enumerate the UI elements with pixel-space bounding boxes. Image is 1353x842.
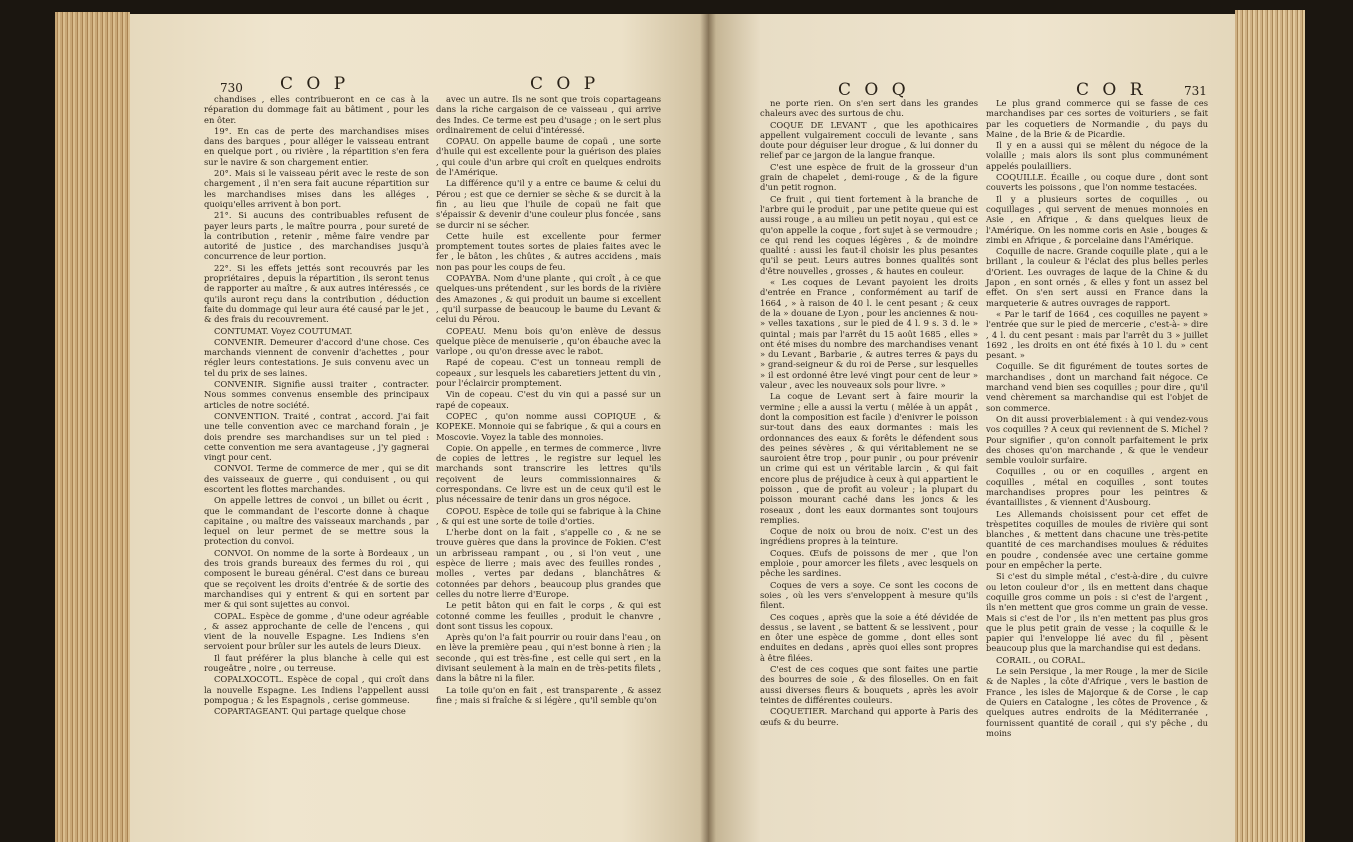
right-column-2 xyxy=(986,98,1208,834)
paragraph: C'est de ces coques que sont faites une partie des bourres de soie , & des filoselles. On en fait aussi diverses fleurs & bouquets , après les avoir teintes de différentes couleurs. xyxy=(760,664,978,705)
paragraph: COPAU. On appelle baume de copaü , une sorte d'huile qui est excellente pour la guérison des plaies , qui coule d'un arbre qui croît en quelques endroits de l'Amérique. xyxy=(436,136,661,178)
paragraph: C'est une espèce de fruit de la grosseur d'un grain de chapelet , demi-rouge , & de la figure d'un petit rognon. xyxy=(760,161,978,193)
right-header-2: C O R xyxy=(1076,80,1147,100)
paragraph: CONVENIR. Demeurer d'accord d'une chose. Ces marchands viennent de convenir d'achettes , pour régler leurs contestations. Je suis convenu avec un tel du prix de ses laines. xyxy=(204,336,429,378)
book-gutter xyxy=(700,14,716,842)
paragraph: COPAL. Espèce de gomme , d'une odeur agréable , & assez approchante de celle de l'encens , qui vient de la nouvelle Espagne. Les Indiens s'en servoient pour brûler sur les autels de leurs Dieux. xyxy=(204,610,429,652)
paragraph: Après qu'on l'a fait pourrir ou rouir dans l'eau , on en lève la première peau , qui n'est bonne à rien ; la seconde , qui est très-fine , est celle qui sert , en la divisant seulement à la main en de très-petits filets , dans la bâtre ni la filer. xyxy=(436,632,661,684)
paragraph: Coquille. Se dit figurément de toutes sortes de marchandises , dont un marchand fait négoce. Ce marchand vend bien ses coquilles ; pour dire , qu'il vend chèrement sa marchandise qui est l'objet de son commerce. xyxy=(986,361,1208,413)
paragraph: La coque de Levant sert à faire mourir la vermine ; elle a aussi la vertu ( mêlée à un appât , dont la composition est facile ) d'enivrer le poisson sur-tout dans des eaux dormantes : mais les ordonnances des eaux & forêts le défendent sous des peines sévères , & qui véritablement ne se sauroient être trop , pour punir , ou pour prévenir un crime qui est un véritable larcin , & qui fait encore plus de préjudice à ceux à qui appartient le poisson , que de profit au voleur ; la plupart du poisson mourant caché dans les joncs & les roseaux , dont les eaux dormantes sont toujours remplies. xyxy=(760,391,978,525)
left-header-2: C O P xyxy=(530,74,600,94)
paragraph: La toile qu'on en fait , est transparente , & assez fine ; mais si fraîche & si légère , qu'il semble qu'on xyxy=(436,684,661,705)
paragraph: Si c'est du simple métal , c'est-à-dire , du cuivre ou leton couleur d'or , ils en mettent dans chaque coquille gros comme un pois : si c'est de l'argent , ils n'en mettent que gros comme un grain de vesse. Mais si c'est de l'or , ils n'en mettent pas plus gros que le plus petit grain de vesse ; la coquille & le papier qui l'enveloppe lié avec du fil , pèsent beaucoup plus que la marchandise qui est dedans. xyxy=(986,571,1208,654)
left-page-edges xyxy=(55,12,130,842)
paragraph: CONVOI. On nomme de la sorte à Bordeaux , un des trois grands bureaux des fermes du roi , qui composent le bureau général. C'est dans ce bureau que se reçoivent les droits d'entrée & de sortie des marchandises qui y entrent & qui en sortent par mer & qui sont sujettes au convoi. xyxy=(204,547,429,610)
right-header-1: C O Q xyxy=(838,80,910,100)
paragraph: L'herbe dont on la fait , s'appelle co , & ne se trouve guères que dans la province de Fokien. C'est un arbrisseau rampant , ou , si l'on veut , une espèce de lierre ; mais avec des feuilles rondes , molles , vertes par dedans , blanchâtres & cotonnées par dehors , beaucoup plus grandes que celles du notre lierre d'Europe. xyxy=(436,527,661,599)
paragraph: CONVOI. Terme de commerce de mer , qui se dit des vaisseaux de guerre , qui conduisent , ou qui escortent les flottes marchandes. xyxy=(204,463,429,494)
left-column-2 xyxy=(436,94,661,834)
paragraph: Ces coques , après que la soie a été dévidée de dessus , se lavent , se battent & se lessivent , pour en ôter une espèce de gomme , dont elles sont enduites en dedans , après quoi elles sont propres à être filées. xyxy=(760,611,978,663)
right-page-edges xyxy=(1235,10,1305,842)
paragraph: Ce fruit , qui tient fortement à la branche de l'arbre qui le produit , par une petite queue qui est aussi rouge , a au milieu un petit noyau , qui est ce qu'on appelle la coque , fort sujet à se vermoudre ; ce qui rend les coques légères , & de moindre qualité : aussi les faut-il choisir les plus pesantes qu'il se peut. Leurs autres bonnes qualités sont d'être nouvelles , grosses , & hautes en couleur. xyxy=(760,193,978,276)
paragraph: Il y en a aussi qui se mêlent du négoce de la volaille ; mais alors ils sont plus communément appelés poulailliers. xyxy=(986,140,1208,171)
paragraph: 19°. En cas de perte des marchandises mises dans des barques , pour alléger le vaisseau entrant en quelque port , ou rivière , la répartition s'en fera sur le navire & son chargement entier. xyxy=(204,125,429,167)
paragraph: Le sein Persique , la mer Rouge , la mer de Sicile & de Naples , la côte d'Afrique , vers le bastion de France , les isles de Majorque & de Corse , le cap de Quiers en Catalogne , les côtes de Provence , & quelques autres endroits de la Méditerranée , fournissent quantité de corail , qui s'y pêche , du moins xyxy=(986,666,1208,738)
right-page-number: 731 xyxy=(1184,84,1207,98)
paragraph: avec un autre. Ils ne sont que trois copartageans dans la riche cargaison de ce vaisseau , qui arrive des Indes. Ce terme est peu d'usage ; on le sert plus ordinairement de celui d'intéressé. xyxy=(436,94,661,135)
left-page-number: 730 xyxy=(220,81,243,95)
paragraph: COPEAU. Menu bois qu'on enlève de dessus quelque pièce de menuiserie , qu'on ébauche avec la varlope , ou qu'on dresse avec le rabot. xyxy=(436,325,661,357)
paragraph: COQUILLE. Écaille , ou coque dure , dont sont couverts les poissons , que l'on nomme testacées. xyxy=(986,172,1208,193)
paragraph: Cette huile est excellente pour fermer promptement toutes sortes de plaies faites avec le fer , le bâton , les chûtes , & autres accidens , mais non pas pour les coups de feu. xyxy=(436,230,661,272)
paragraph: Coques. Œufs de poissons de mer , que l'on emploie , pour amorcer les filets , avec lesquels on pêche les sardines. xyxy=(760,547,978,579)
paragraph: 22°. Si les effets jettés sont recouvrés par les propriétaires , depuis la répartition , ils seront tenus de rapporter au maître , & aux autres intéressés , ce qu'ils auront reçu dans la contribution , déduction faite du dommage qui leur aura été causé par le jet , & des frais du recouvrement. xyxy=(204,262,429,325)
left-column-1 xyxy=(204,94,429,834)
paragraph: Rapé de copeau. C'est un tonneau rempli de copeaux , sur lesquels les cabaretiers jettent du vin , pour l'éclaircir promptement. xyxy=(436,357,661,389)
paragraph: La différence qu'il y a entre ce baume & celui du Pérou ; est que ce dernier se sèche & se durcit à la fin , au lieu que l'huile de copaü ne fait que s'épaissir & devenir d'une couleur plus foncée , sans se durcir ni se sécher. xyxy=(436,178,661,230)
paragraph: Les Allemands choisissent pour cet effet de trèspetites coquilles de moules de rivière qui sont blanches , & mettent dans chacune une très-petite quantité de ces marchandises moulues & réduites en poudre , condensée avec une certaine gomme pour en empêcher la perte. xyxy=(986,508,1208,571)
paragraph: Il faut préférer la plus blanche à celle qui est rougeâtre , noire , ou terreuse. xyxy=(204,652,429,674)
paragraph: CONVENIR. Signifie aussi traiter , contracter. Nous sommes convenus ensemble des principaux articles de notre société. xyxy=(204,379,429,410)
paragraph: Coque de noix ou brou de noix. C'est un des ingrédiens propres à la teinture. xyxy=(760,526,978,547)
paragraph: ne porte rien. On s'en sert dans les grandes chaleurs avec des surtous de chu. xyxy=(760,98,978,119)
paragraph: CORAIL , ou CORAL. xyxy=(996,654,1086,665)
paragraph: « Par le tarif de 1664 , ces coquilles ne payent » l'entrée que sur le pied de mercerie , c'est-à- » dire , 4 l. du cent pesant : mais par l'arrêt du 3 » juillet 1692 , les droits en ont été fixés à 10 l. du » cent pesant. » xyxy=(986,308,1208,361)
paragraph: « Les coques de Levant payoient les droits d'entrée en France , conformément au tarif de 1664 , » à raison de 40 l. le cent pesant ; & ceux de la » douane de Lyon , pour les anciennes & nou- » velles taxations , sur le pied de 4 l. 9 s. 3 d. le » quintal ; mais par l'arrêt du 15 août 1685 , elles » ont été mises du nombre des marchandises venant » du Levant , Barbarie , & autres terres & pays du » grand-seigneur & du roi de Perse , sur lesquelles » il est ordonné être levé vingt pour cent de leur » valeur , avec les nouveaux sols pour livre. » xyxy=(760,277,978,391)
paragraph: CONTUMAT. Voyez COUTUMAT. xyxy=(214,325,353,336)
paragraph: On dit aussi proverbialement : à qui vendez-vous vos coquilles ? A ceux qui reviennent de S. Michel ? Pour signifier , qu'on connoît parfaitement le prix des choses qu'on marchande , & que le vendeur semble vouloir surfaire. xyxy=(986,413,1208,466)
right-column-1 xyxy=(760,98,978,834)
paragraph: Vin de copeau. C'est du vin qui a passé sur un rapé de copeaux. xyxy=(436,389,661,410)
paragraph: COQUETIER. Marchand qui apporte à Paris des œufs & du beurre. xyxy=(760,706,978,727)
left-page xyxy=(130,14,708,842)
paragraph: Coques de vers a soye. Ce sont les cocons de soies , où les vers s'enveloppent à mesure qu'ils filent. xyxy=(760,579,978,611)
paragraph: COQUE DE LEVANT , que les apothicaires appellent vulgairement cocculi de levante , sans doute pour déguiser leur drogue , & lui donner du relief par ce jargon de la langue franque. xyxy=(760,119,978,161)
paragraph: COPEC , qu'on nomme aussi COPIQUE , & KOPEKE. Monnoie qui se fabrique , & qui a cours en Moscovie. Voyez la table des monnoies. xyxy=(436,410,661,442)
left-header-1: C O P xyxy=(280,74,350,94)
paragraph: COPOU. Espèce de toile qui se fabrique à la Chine , & qui est une sorte de toile d'orties. xyxy=(436,505,661,526)
paragraph: Coquilles , ou or en coquilles , argent en coquilles , métal en coquilles , sont toutes marchandises propres pour les peintres & évantaillistes , & viennent d'Ausbourg. xyxy=(986,466,1208,508)
paragraph: On appelle lettres de convoi , un billet ou écrit , que le commandant de l'escorte donne à chaque capitaine , ou maître des vaisseaux marchands , par lequel on leur permet de se mettre sous la protection du convoi. xyxy=(204,495,429,547)
paragraph: COPAYBA. Nom d'une plante , qui croît , à ce que quelques-uns prétendent , sur les bords de la rivière des Amazones , & qui produit un baume si excellent , qu'il surpasse de beaucoup le baume du Levant & celui du Pérou. xyxy=(436,273,661,325)
paragraph: Le plus grand commerce qui se fasse de ces marchandises par ces sortes de voituriers , se fait par les coquetiers de Normandie , du pays du Maine , de la Brie & de Picardie. xyxy=(986,98,1208,139)
right-page xyxy=(708,14,1235,842)
paragraph: COPARTAGEANT. Qui partage quelque chose xyxy=(214,706,406,717)
paragraph: Coquille de nacre. Grande coquille plate , qui a le brillant , la couleur & l'éclat des plus belles perles d'Orient. Les ouvrages de laque de la Chine & du Japon , en sont ornés , & elles y font un assez bel effet. On s'en sert aussi en France dans la marqueterie & autres ouvrages de rapport. xyxy=(986,246,1208,308)
paragraph: Le petit bâton qui en fait le corps , & qui est cotonné comme les feuilles , produit le chanvre , dont sont tissus les copoux. xyxy=(436,600,661,631)
paragraph: COPALXOCOTL. Espèce de copal , qui croît dans la nouvelle Espagne. Les Indiens l'appellent aussi pompogua ; & les Espagnols , cerise gommeuse. xyxy=(204,674,429,705)
paragraph: 20°. Mais si le vaisseau périt avec le reste de son chargement , il n'en sera fait aucune répartition sur les marchandises mises dans les alléges , quoiqu'elles arrivent à bon port. xyxy=(204,168,429,209)
paragraph: CONVENTION. Traité , contrat , accord. J'ai fait une telle convention avec ce marchand forain , je dois prendre ses marchandises sur un tel pied : cette convention me sera avantageuse , j'y gagnerai vingt pour cent. xyxy=(204,410,429,463)
paragraph: chandises , elles contribueront en ce cas à la réparation du dommage fait au bâtiment , pour les en ôter. xyxy=(204,94,429,125)
paragraph: Copie. On appelle , en termes de commerce , livre de copies de lettres , le registre sur lequel les marchands sont transcrire les lettres qu'ils reçoivent de leurs commissionnaires & correspondans. Ce livre est un de ceux qu'il est le plus nécessaire de tenir dans un gros négoce. xyxy=(436,442,661,505)
paragraph: 21°. Si aucuns des contribuables refusent de payer leurs parts , le maître pourra , pour sureté de la contribution , retenir , même faire vendre par autorité de justice , des marchandises jusqu'à concurrence de leur portion. xyxy=(204,210,429,262)
paragraph: Il y a plusieurs sortes de coquilles , ou coquillages , qui servent de menues monnoies en Asie , en Afrique , & dans quelques lieux de l'Amérique. On les nomme coris en Asie , bouges & zimbi en Afrique , & porcelaine dans l'Amérique. xyxy=(986,193,1208,245)
